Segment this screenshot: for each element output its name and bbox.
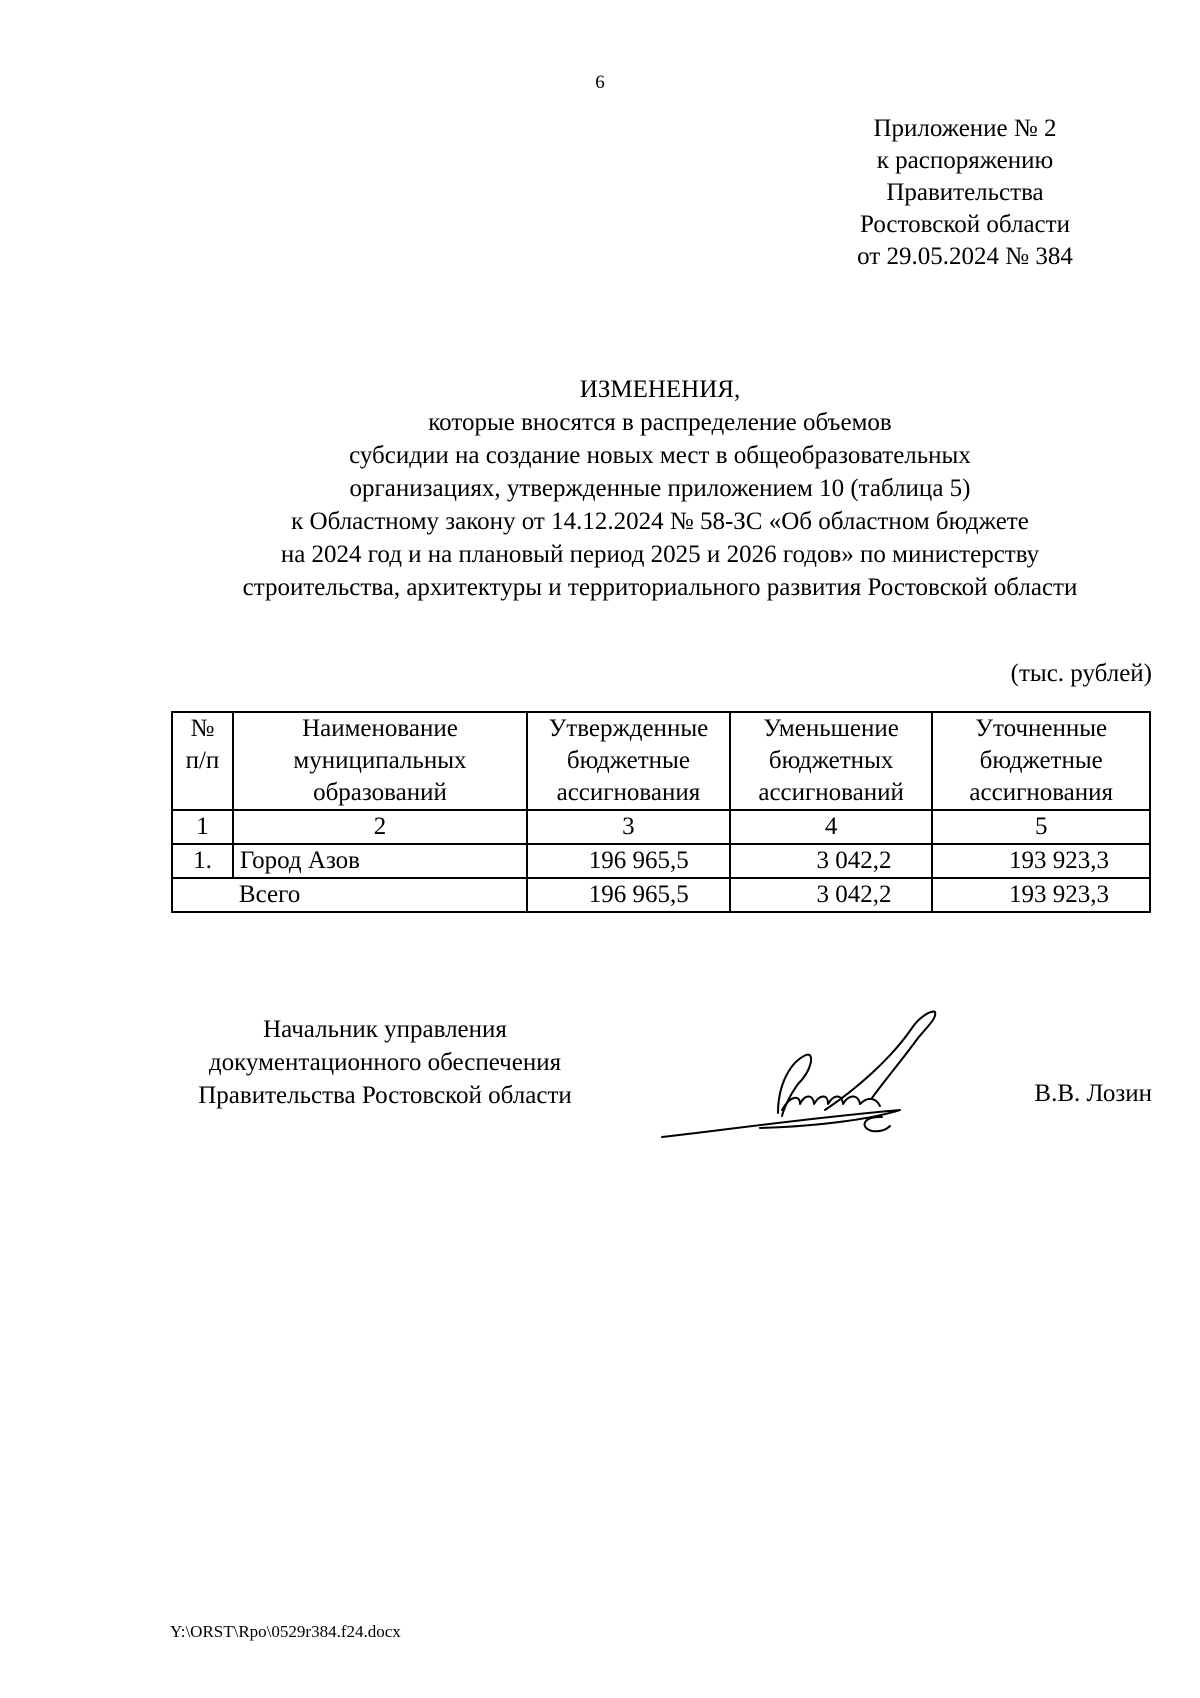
appendix-line: к распоряжению	[876, 147, 1054, 174]
header-approved: Утвержденные бюджетные ассигнования	[527, 712, 730, 810]
title-line: субсидии на создание новых мест в общеобразовательных	[349, 442, 971, 469]
row-number: 1.	[172, 844, 233, 878]
total-row	[172, 878, 1150, 912]
appendix-line: от 29.05.2024 № 384	[857, 243, 1073, 270]
title-line: на 2024 год и на плановый период 2025 и 2026 годов» по министерству	[280, 541, 1040, 568]
position-line: Начальник управления	[263, 1016, 507, 1043]
total-revised: 193 923,3	[932, 878, 1150, 912]
document-title	[140, 373, 1180, 604]
appendix-line: Приложение № 2	[873, 115, 1057, 142]
signer-name: В.В. Лозин	[1034, 1080, 1152, 1107]
allocation-table	[171, 711, 1151, 913]
appendix-line: Ростовской области	[860, 211, 1070, 238]
table-header-row	[172, 712, 1150, 810]
column-number: 4	[730, 810, 933, 844]
position-line: Правительства Ростовской области	[198, 1082, 572, 1109]
page-number: 6	[595, 72, 605, 93]
title-line: к Областному закону от 14.12.2024 № 58-ЗС «Об областном бюджете	[291, 508, 1029, 535]
official-position	[165, 1013, 605, 1112]
municipality-name: Город Азов	[233, 844, 527, 878]
appendix-line: Правительства	[886, 179, 1044, 206]
title-line: организациях, утвержденные приложением 10 (таблица 5)	[349, 475, 971, 502]
handwritten-signature	[650, 1000, 980, 1150]
column-number: 3	[527, 810, 730, 844]
column-number-row	[172, 810, 1150, 844]
column-number: 2	[233, 810, 527, 844]
approved-value: 196 965,5	[527, 844, 730, 878]
file-path: Y:\ORST\Rpo\0529r384.f24.docx	[170, 1622, 401, 1641]
total-approved: 196 965,5	[527, 878, 730, 912]
total-label: Всего	[233, 878, 527, 912]
column-number: 5	[932, 810, 1150, 844]
appendix-block	[835, 113, 1095, 273]
title-heading: ИЗМЕНЕНИЯ,	[579, 376, 741, 403]
header-municipality: Наименование муниципальных образований	[233, 712, 527, 810]
position-line: документационного обеспечения	[208, 1049, 562, 1076]
total-decrease: 3 042,2	[730, 878, 933, 912]
decrease-value: 3 042,2	[730, 844, 933, 878]
total-empty-cell	[172, 878, 233, 912]
title-line: которые вносятся в распределение объемов	[428, 409, 892, 436]
units-label: (тыс. рублей)	[1010, 660, 1152, 687]
header-number: № п/п	[172, 712, 233, 810]
header-revised: Уточненные бюджетные ассигнования	[932, 712, 1150, 810]
title-line: строительства, архитектуры и территориального развития Ростовской области	[242, 574, 1078, 601]
column-number: 1	[172, 810, 233, 844]
header-decrease: Уменьшение бюджетных ассигнований	[730, 712, 933, 810]
table-row	[172, 844, 1150, 878]
revised-value: 193 923,3	[932, 844, 1150, 878]
